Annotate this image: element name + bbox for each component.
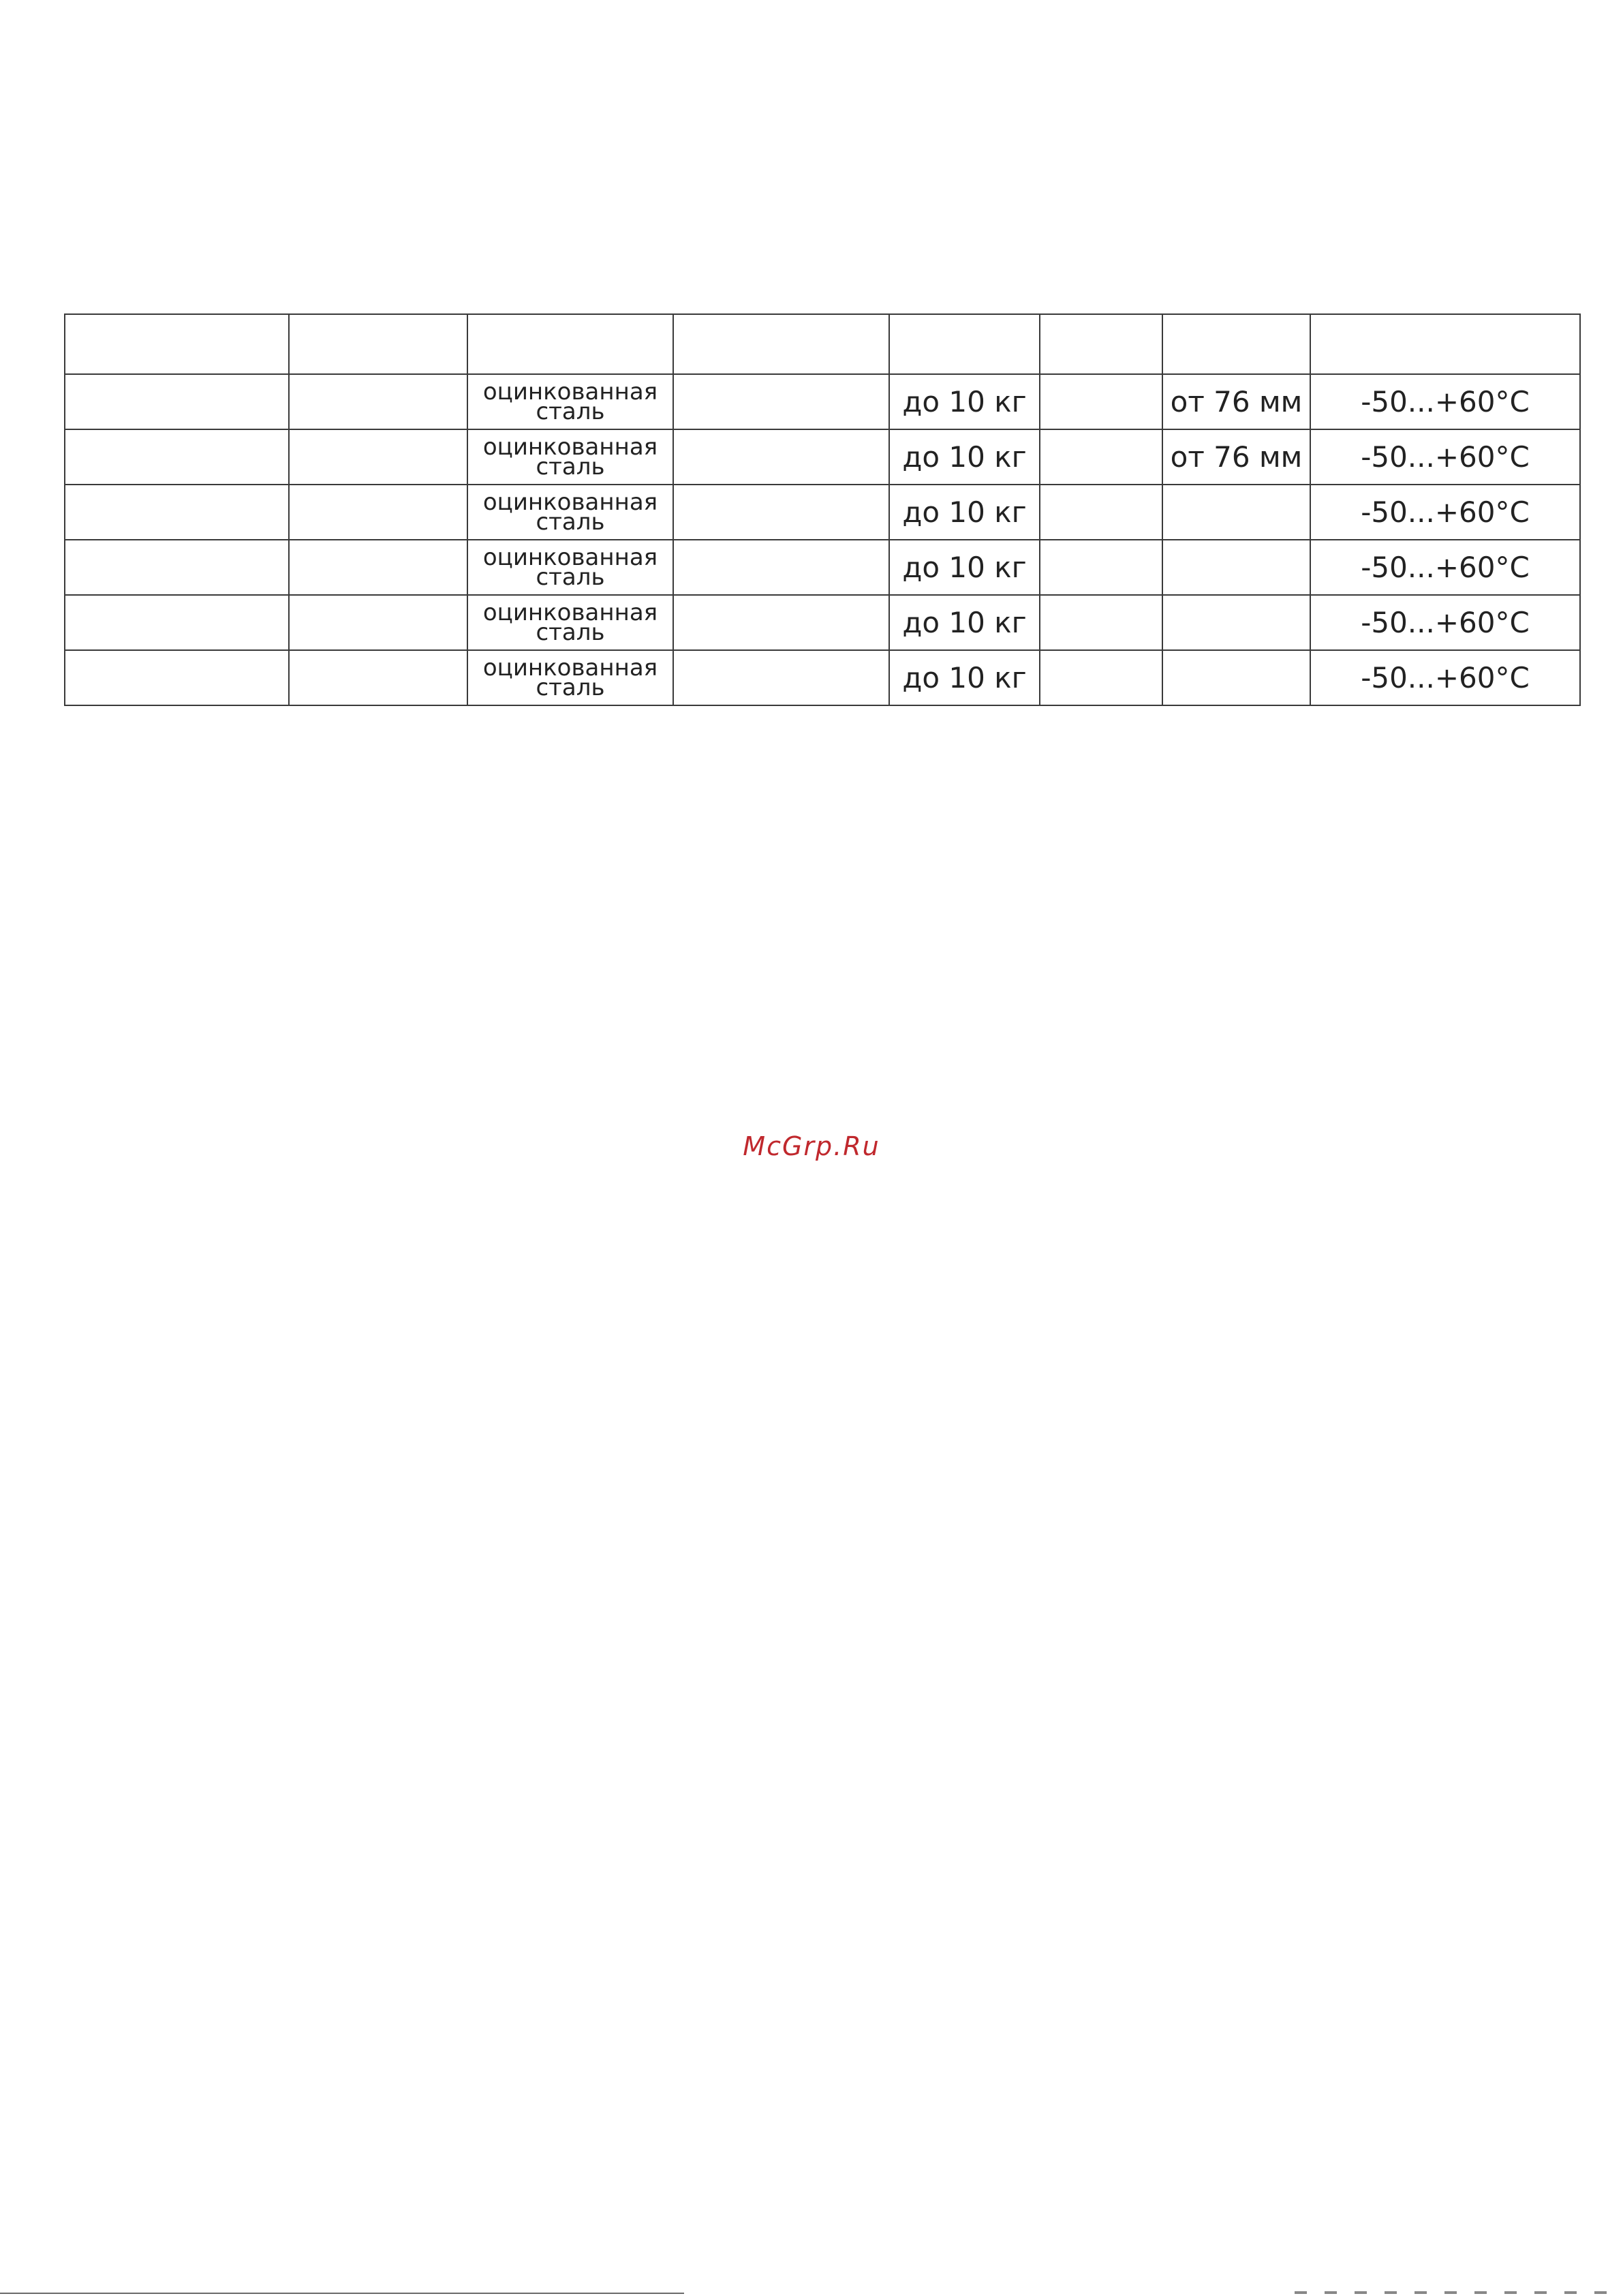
load-cell: до 10 кг xyxy=(889,650,1040,705)
diameter-cell xyxy=(1162,485,1310,540)
table-row xyxy=(65,650,1580,705)
footer-marks xyxy=(1295,2291,1608,2294)
temperature-cell: -50...+60°C xyxy=(1310,429,1580,485)
table-cell xyxy=(289,485,467,540)
table-cell xyxy=(65,485,289,540)
material-cell xyxy=(467,595,673,650)
diameter-cell xyxy=(1162,595,1310,650)
table-cell xyxy=(673,540,889,595)
table-cell xyxy=(65,540,289,595)
material-line: сталь xyxy=(536,453,605,480)
material-cell xyxy=(467,650,673,705)
table-cell xyxy=(289,374,467,429)
table-cell xyxy=(673,485,889,540)
header-cell xyxy=(889,314,1040,374)
temperature-cell: -50...+60°C xyxy=(1310,540,1580,595)
table-row xyxy=(65,595,1580,650)
load-cell: до 10 кг xyxy=(889,429,1040,485)
table-row xyxy=(65,485,1580,540)
temperature-cell: -50...+60°C xyxy=(1310,650,1580,705)
table-cell xyxy=(65,374,289,429)
diameter-cell: от 76 мм xyxy=(1162,374,1310,429)
header-cell xyxy=(1310,314,1580,374)
load-cell: до 10 кг xyxy=(889,540,1040,595)
material-line: сталь xyxy=(536,618,605,646)
header-cell xyxy=(1040,314,1162,374)
table-row xyxy=(65,540,1580,595)
watermark-text: McGrp.Ru xyxy=(743,1131,880,1161)
table-cell xyxy=(1040,485,1162,540)
material-line: сталь xyxy=(536,508,605,536)
table-cell xyxy=(289,595,467,650)
table-cell xyxy=(1040,429,1162,485)
table-cell xyxy=(65,429,289,485)
diameter-cell xyxy=(1162,650,1310,705)
header-cell xyxy=(289,314,467,374)
table-cell xyxy=(65,650,289,705)
material-cell xyxy=(467,374,673,429)
header-cell xyxy=(467,314,673,374)
table-cell xyxy=(673,595,889,650)
table-cell xyxy=(673,374,889,429)
table-cell xyxy=(673,650,889,705)
table-header-row xyxy=(65,314,1580,374)
material-line: сталь xyxy=(536,673,605,701)
spec-table xyxy=(64,313,1581,706)
temperature-cell: -50...+60°C xyxy=(1310,374,1580,429)
material-line: сталь xyxy=(536,563,605,591)
material-line: оцинкованная xyxy=(482,543,658,571)
temperature-cell: -50...+60°C xyxy=(1310,485,1580,540)
load-cell: до 10 кг xyxy=(889,595,1040,650)
material-line: оцинкованная xyxy=(482,433,658,461)
table-cell xyxy=(289,540,467,595)
material-line: оцинкованная xyxy=(482,378,658,405)
footer-divider xyxy=(0,2293,684,2294)
header-cell xyxy=(673,314,889,374)
table-cell xyxy=(673,429,889,485)
material-cell xyxy=(467,540,673,595)
table-cell xyxy=(1040,374,1162,429)
table-cell xyxy=(65,595,289,650)
load-cell: до 10 кг xyxy=(889,485,1040,540)
header-cell xyxy=(65,314,289,374)
table-row xyxy=(65,374,1580,429)
diameter-cell: от 76 мм xyxy=(1162,429,1310,485)
material-cell xyxy=(467,485,673,540)
table-row xyxy=(65,429,1580,485)
table-cell xyxy=(289,650,467,705)
load-cell: до 10 кг xyxy=(889,374,1040,429)
table-cell xyxy=(289,429,467,485)
table-cell xyxy=(1040,540,1162,595)
temperature-cell: -50...+60°C xyxy=(1310,595,1580,650)
header-cell xyxy=(1162,314,1310,374)
material-line: сталь xyxy=(536,397,605,425)
table-cell xyxy=(1040,595,1162,650)
material-line: оцинкованная xyxy=(482,488,658,516)
material-line: оцинкованная xyxy=(482,598,658,626)
diameter-cell xyxy=(1162,540,1310,595)
table-cell xyxy=(1040,650,1162,705)
material-cell xyxy=(467,429,673,485)
material-line: оцинкованная xyxy=(482,654,658,682)
